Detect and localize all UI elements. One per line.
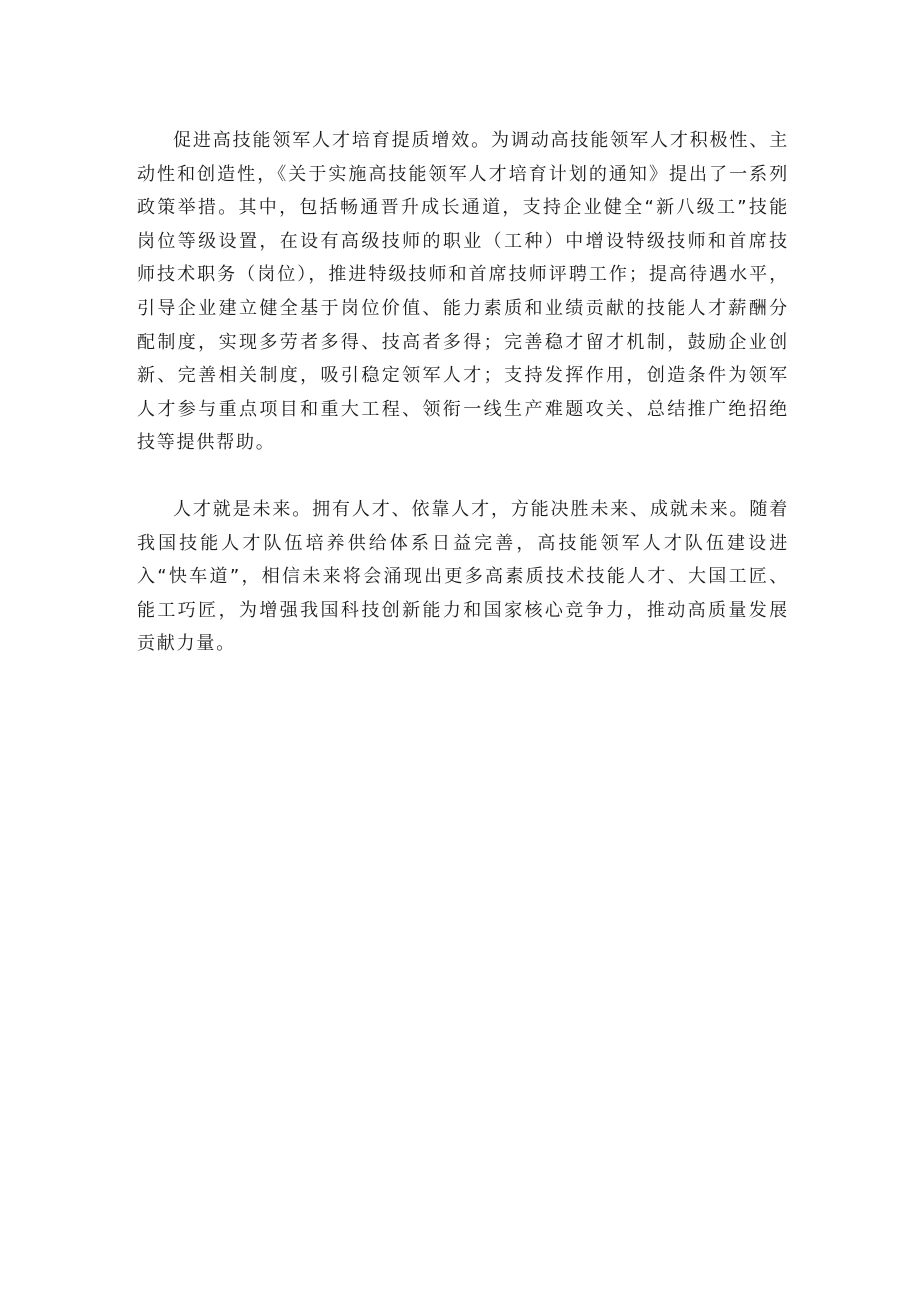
paragraph-2: 人才就是未来。拥有人才、依靠人才，方能决胜未来、成就未来。随着我国技能人才队伍培养供给体系日益完善，高技能领军人才队伍建设进入“快车道”，相信未来将会涌现出更多高素质技术技能人才、大国工匠、能工巧匠，为增强我国科技创新能力和国家核心竞争力，推动高质量发展贡献力量。 xyxy=(137,498,789,655)
document-body xyxy=(137,124,789,661)
paragraph-1: 促进高技能领军人才培育提质增效。为调动高技能领军人才积极性、主动性和创造性，《关于实施高技能领军人才培育计划的通知》提出了一系列政策举措。其中，包括畅通晋升成长通道，支持企业健全“新八级工”技能岗位等级设置，在设有高级技师的职业（工种）中增设特级技师和首席技师技术职务（岗位），推进特级技师和首席技师评聘工作；提高待遇水平，引导企业建立健全基于岗位价值、能力素质和业绩贡献的技能人才薪酬分配制度，实现多劳者多得、技高者多得；完善稳才留才机制，鼓励企业创新、完善相关制度，吸引稳定领军人才；支持发挥作用，创造条件为领军人才参与重点项目和重大工程、领衔一线生产难题攻关、总结推广绝招绝技等提供帮助。 xyxy=(137,130,789,454)
